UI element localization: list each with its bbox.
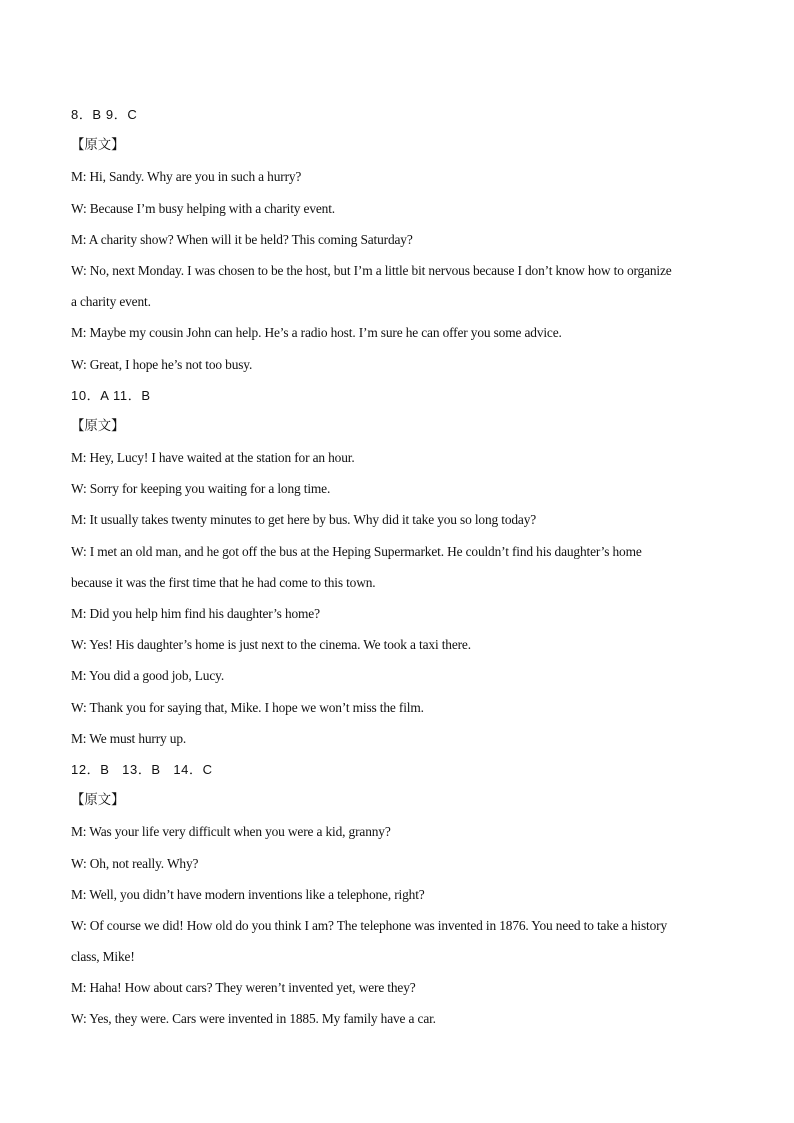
dialogue-line: W: Yes, they were. Cars were invented in 1885. My family have a car.	[71, 1011, 436, 1027]
dialogue-line: M: Well, you didn’t have modern inventions like a telephone, right?	[71, 886, 425, 902]
document-page	[71, 99, 731, 1035]
dialogue-line: W: Because I’m busy helping with a charity event.	[71, 200, 335, 216]
dialogue-line: W: Sorry for keeping you waiting for a long time.	[71, 481, 331, 497]
dialogue-line: M: Hi, Sandy. Why are you in such a hurry?	[71, 169, 302, 185]
dialogue-line: M: Haha! How about cars? They weren’t invented yet, were they?	[71, 980, 416, 996]
dialogue-line: W: Great, I hope he’s not too busy.	[71, 356, 253, 372]
dialogue-line: M: It usually takes twenty minutes to get here by bus. Why did it take you so long today?	[71, 512, 537, 528]
dialogue-line: M: Hey, Lucy! I have waited at the station for an hour.	[71, 450, 355, 466]
dialogue-line: W: Oh, not really. Why?	[71, 855, 199, 871]
dialogue-line: M: We must hurry up.	[71, 730, 187, 746]
dialogue-line: a charity event.	[71, 294, 151, 310]
dialogue-line: M: You did a good job, Lucy.	[71, 668, 225, 684]
dialogue-line: M: Did you help him find his daughter’s home?	[71, 606, 320, 621]
original-text-label: 【原文】	[71, 138, 125, 154]
dialogue-line: W: Of course we did! How old do you think I am? The telephone was invented in 1876. You need to take a history	[71, 917, 667, 933]
dialogue-line: M: Maybe my cousin John can help. He’s a radio host. I’m sure he can offer you some advice.	[71, 325, 562, 341]
dialogue-line: M: Was your life very difficult when you were a kid, granny?	[71, 824, 391, 840]
original-text-label: 【原文】	[71, 793, 125, 809]
dialogue-line: W: Thank you for saying that, Mike. I hope we won’t miss the film.	[71, 699, 424, 715]
original-text-label: 【原文】	[71, 418, 125, 434]
dialogue-line: W: Yes! His daughter’s home is just next to the cinema. We took a taxi there.	[71, 637, 471, 653]
dialogue-line: class, Mike!	[71, 949, 135, 965]
dialogue-line: M: A charity show? When will it be held? This coming Saturday?	[71, 231, 413, 247]
dialogue-line: W: I met an old man, and he got off the bus at the Heping Supermarket. He couldn’t find his daughter’s home	[71, 543, 642, 559]
dialogue-line: W: No, next Monday. I was chosen to be the host, but I’m a little bit nervous because I don’t know how to organize	[71, 262, 672, 278]
answer-key: 8．B 9．C	[71, 107, 138, 122]
answer-key: 10．A 11．B	[71, 387, 151, 403]
answer-key: 12．B 13．B 14．C	[71, 761, 213, 777]
dialogue-line: because it was the first time that he had come to this town.	[71, 574, 376, 590]
